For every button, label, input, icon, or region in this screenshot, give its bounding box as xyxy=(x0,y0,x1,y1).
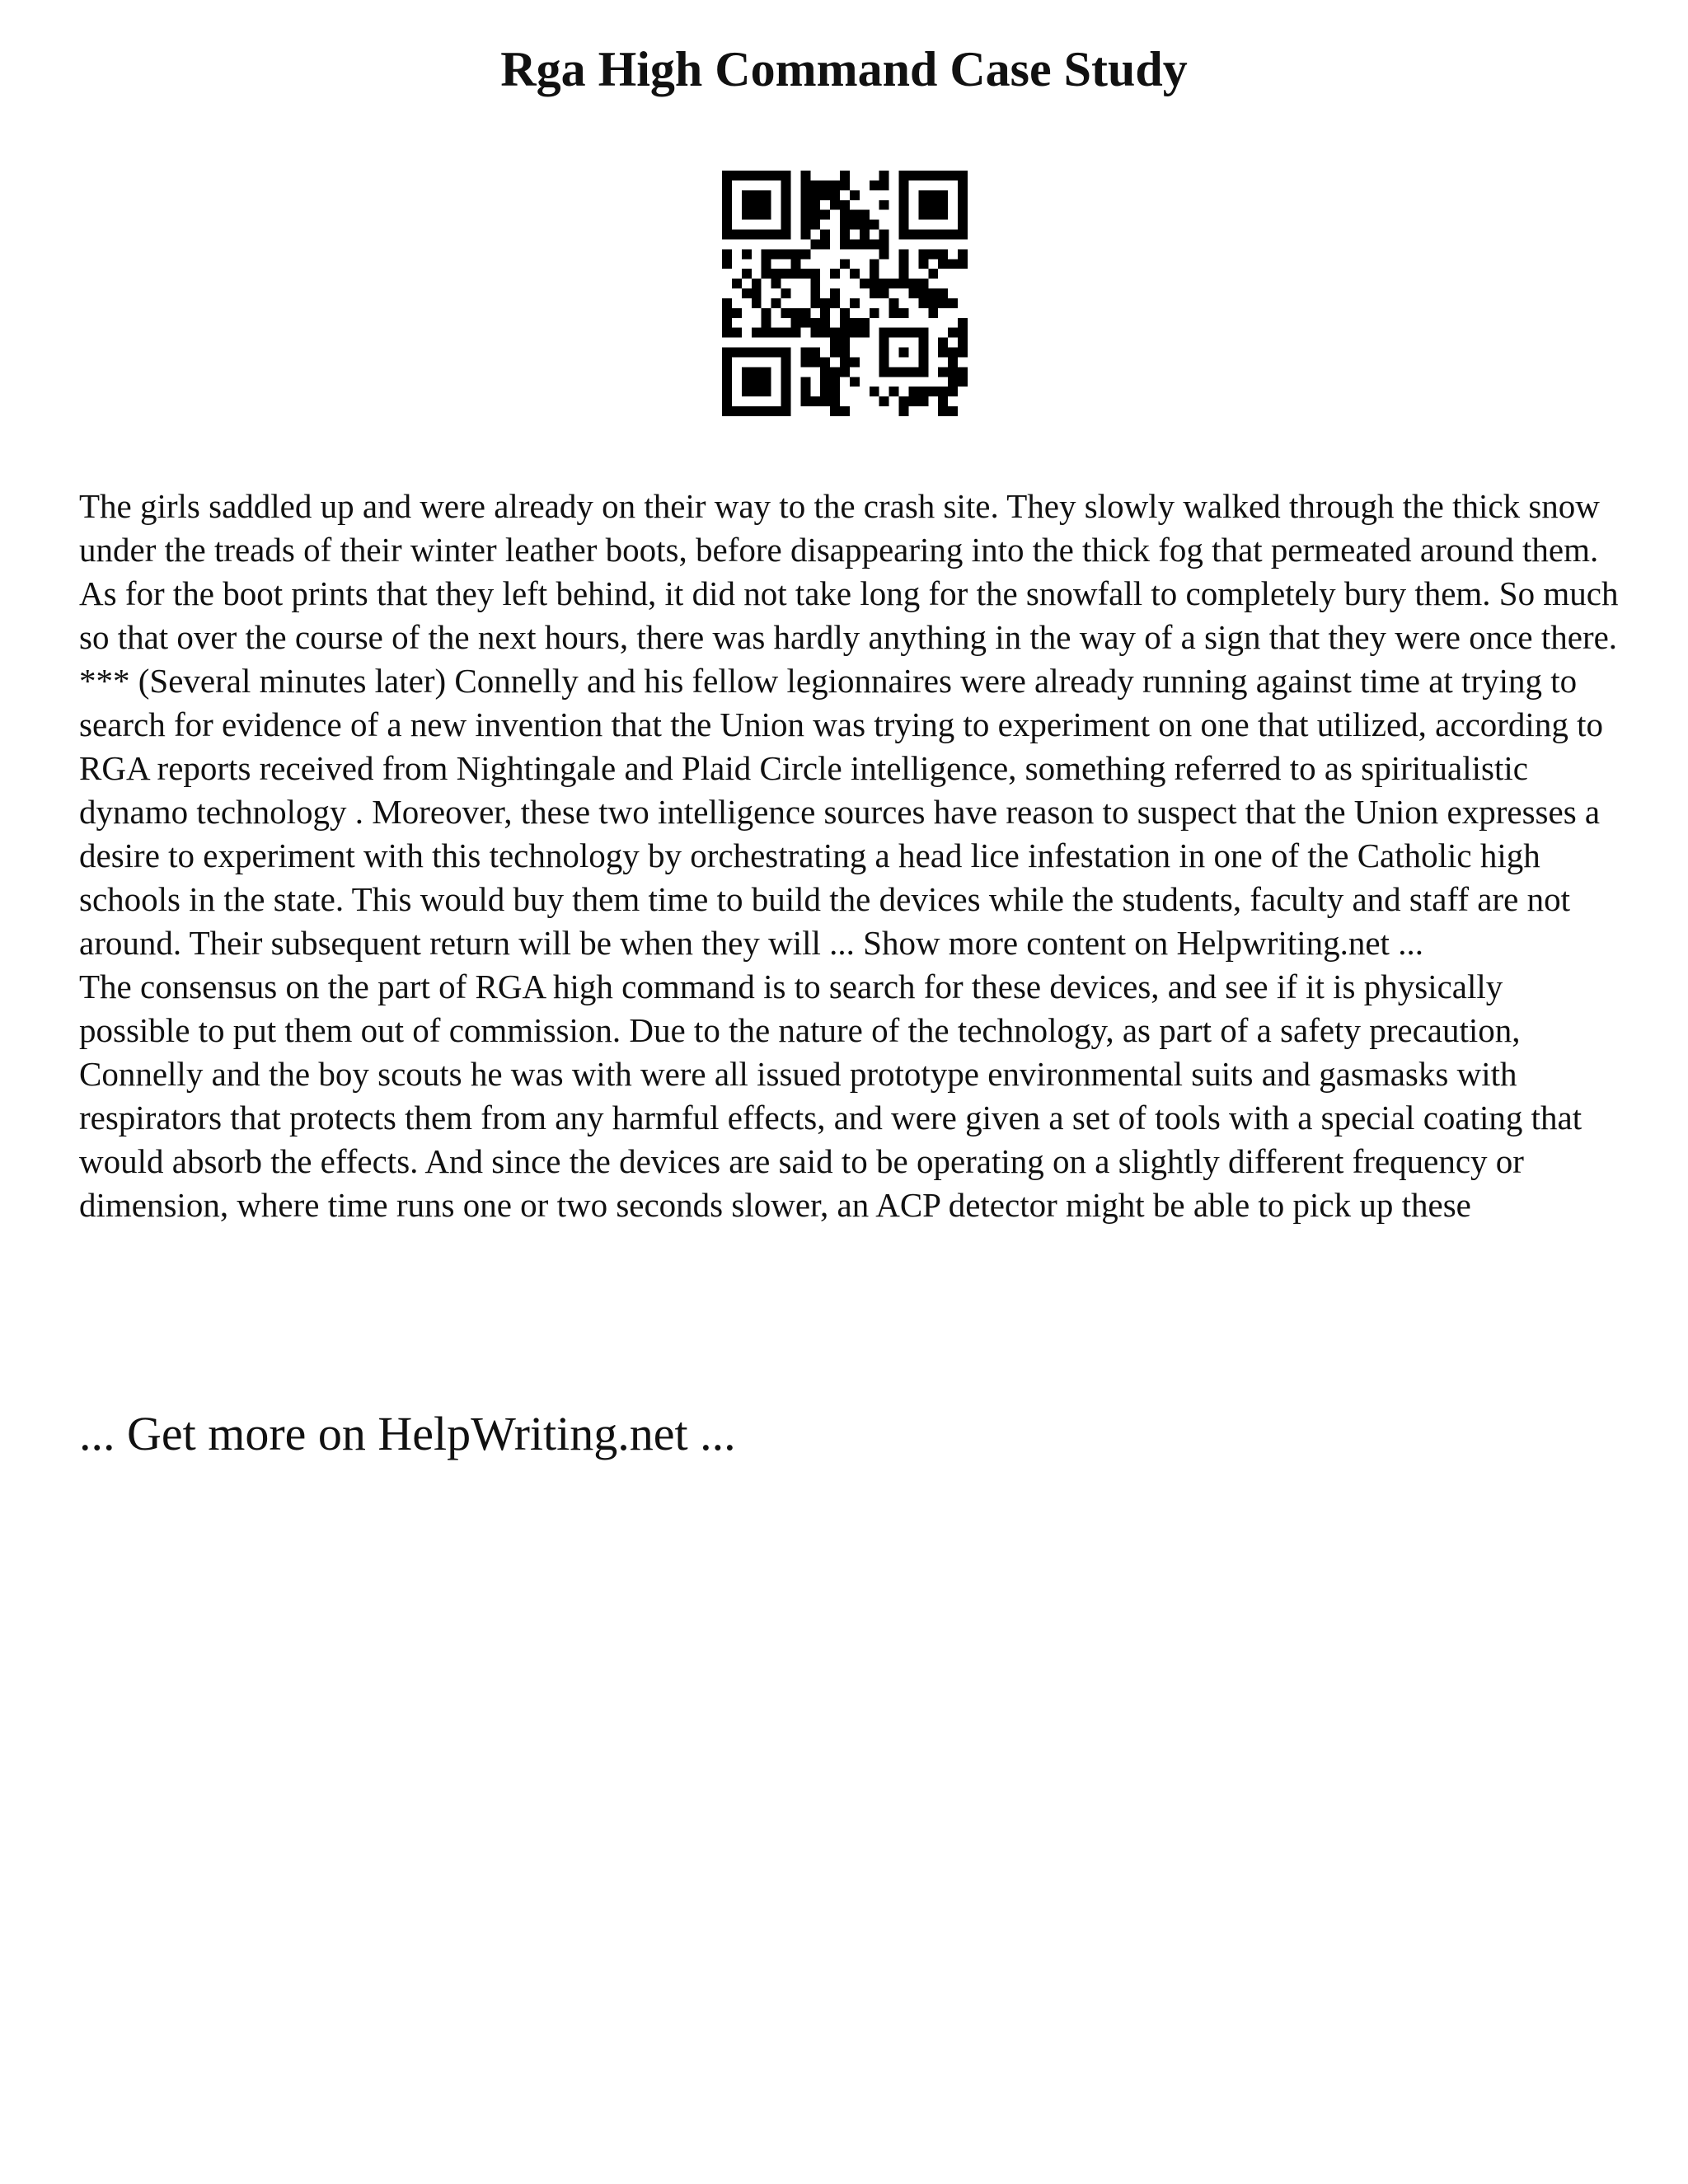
article-paragraph: The consensus on the part of RGA high command is to search for these devices, and see if it is physically possible to put them out of commission. Due to the nature of the technology, as part of a safety precaution, Connelly and the boy scouts he was with were all issued prototype environmental suits and gasmasks with respirators that protects them from any harmful effects, and were given a set of tools with a special coating that would absorb the effects. And since the devices are said to be operating on a slightly different frequency or dimension, where time runs one or two seconds slower, an ACP detector might be able to pick up these xyxy=(79,968,1582,1224)
article-paragraph: The girls saddled up and were already on their way to the crash site. They slowly walked through the thick snow under the treads of their winter leather boots, before disappearing into the thick fog that permeated around them. As for the boot prints that they left behind, it did not take long for the snowfall to completely bury them. So much so that over the course of the next hours, there was hardly anything in the way of a sign that they were once there. *** (Several minutes later) Connelly and his fellow legionnaires were already running against time at trying to search for evidence of a new invention that the Union was trying to experiment on one that utilized, according to RGA reports received from Nightingale and Plaid Circle intelligence, something referred to as spiritualistic dynamo technology . Moreover, these two intelligence sources have reason to suspect that the Union expresses a desire to experiment with this technology by orchestrating a head lice infestation in one of the Catholic high schools in the state. This would buy them time to build the devices while the students, faculty and staff are not around. Their subsequent return will be when they will ... Show more content on Helpwriting.net ... xyxy=(79,487,1619,962)
page-title: Rga High Command Case Study xyxy=(500,42,1188,96)
get-more-link[interactable]: ... Get more on HelpWriting.net ... xyxy=(79,1407,736,1460)
qr-code-icon xyxy=(722,171,968,416)
article-body xyxy=(79,485,1620,1227)
